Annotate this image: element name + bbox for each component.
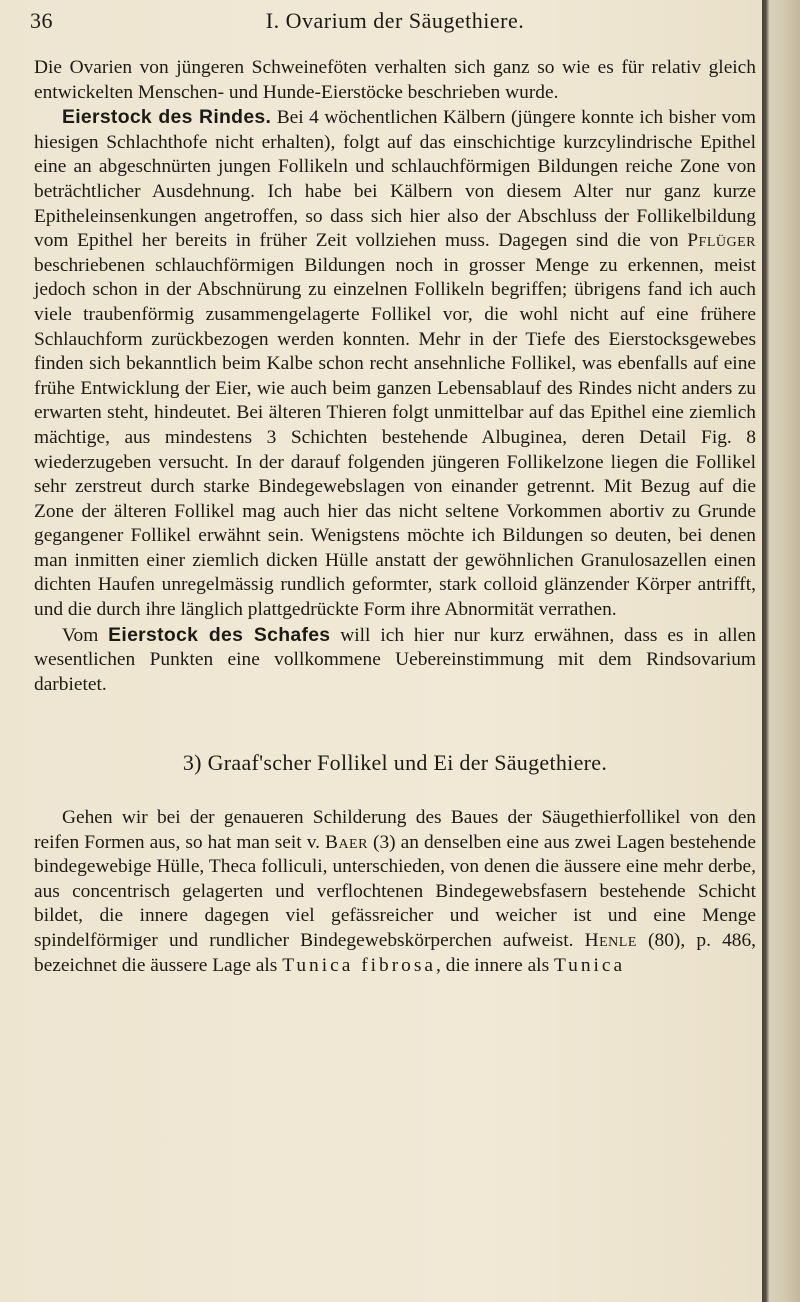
heading-eierstock-schaf: Eierstock des Schafes (108, 623, 331, 646)
paragraph-text: Vom (62, 624, 109, 646)
section-title: 3) Graaf'scher Follikel und Ei der Säugethiere. (182, 750, 608, 776)
paragraph-text: Bei 4 wöchentlichen Kälbern (jüngere konnte ich bisher vom hiesigen Schlachthofe nicht erhalten), folgt auf das einschichtige kurzcylindrische Epithel eine an abgeschnürten jungen Follikeln und schlauchförmigen Bildungen reiche Zone von beträchtlicher Ausdehnung. Ich habe bei Kälbern von diesem Alter nur ganz kurze Epitheleinsenkungen angetroffen, so dass sich hier also der Abschluss der Follikelbildung vom Epithel her bereits in früher Zeit vollziehen muss. Dagegen sind die von (34, 107, 756, 252)
paragraph-text: , die innere als (436, 954, 554, 976)
paragraph-text: Gehen wir bei der genaueren Schilderung des Baues der Säugethierfollikel von den reifen Formen aus, so hat man seit v. (34, 807, 756, 853)
author-name: Henle (584, 930, 637, 951)
paragraph-schaf (34, 623, 756, 698)
heading-eierstock-rind: Eierstock des Rindes. (62, 106, 272, 129)
paragraph-text: Die Ovarien von jüngeren Schweineföten verhalten sich ganz so wie es für relativ gleich entwickelten Menschen- und Hunde-Eierstöcke beschrieben wurde. (34, 57, 756, 103)
page-gutter-shadow (762, 0, 800, 1302)
page-header (30, 8, 760, 36)
paragraph-graaf-follikel (34, 806, 756, 978)
author-name: Pflüger (687, 230, 756, 252)
author-name: Baer (325, 831, 368, 853)
running-head: I. Ovarium der Säugethiere. (265, 8, 525, 33)
paragraph-text: (80), p. 486, bezeichnet die äussere Lage als (34, 930, 756, 976)
paragraph-text: will ich hier nur kurz erwähnen, dass es in allen wesentlichen Punkten eine vollkommene Uebereinstimmung mit dem Rindsovarium darbietet. (34, 624, 757, 695)
paragraph-text: beschriebenen schlauchförmigen Bildungen noch in grosser Menge zu erkennen, meist jedoch schon in der Abschnürung zu einzelnen Follikeln begriffen; übrigens fand ich auch viele traubenförmig zusammengelagerte Follikel vor, die wohl nicht auf eine frühere Schlauchform zurückbezogen werden konnten. Mehr in der Tiefe des Eierstocksgewebes finden sich bekanntlich beim Kalbe schon recht ansehnliche Follikel, was ebenfalls auf eine frühe Entwicklung der Eier, wie auch beim ganzen Lebensablauf des Rindes nicht anders zu erwarten steht, hindeutet. Bei älteren Thieren folgt unmittelbar auf das Epithel eine ziemlich mächtige, aus mindestens 3 Schichten bestehende Albuginea, deren Detail Fig. 8 wiederzugeben versucht. In der darauf folgenden jüngeren Follikelzone liegen die Follikel sehr zerstreut durch starke Bindegewebslagen von einander getrennt. Mit Bezug auf die Zone der älteren Follikel mag auch hier das nicht seltene Vorkommen abortiv zu Grunde gegangener Follikel erwähnt sein. Wenigstens möchte ich Bildungen so deuten, bei denen man inmitten einer ziemlich dicken Hülle anstatt der gewöhnlichen Granulosazellen einen dichten Haufen unregelmässig rundlich geformter, stark colloid glänzender Körper antrifft, und die durch ihre länglich plattgedrückte Form ihre Abnormität verrathen. (34, 254, 756, 621)
term-tunica: Tunica (553, 954, 626, 976)
body-text (34, 56, 756, 978)
page-number: 36 (30, 8, 53, 33)
paragraph-rind (34, 105, 756, 622)
term-tunica-fibrosa: Tunica fibrosa (282, 954, 437, 976)
paragraph-text: (3) an denselben eine aus zwei Lagen bestehende bindegewebige Hülle, Theca folliculi, unterschieden, von denen die äussere eine mehr derbe, aus concentrisch gelagerten und verflochtenen Bindegewebsfasern bestehende Schicht bildet, die innere dagegen viel gefässreicher und weicher ist und eine Menge spindelförmiger und rundlicher Bindegewebskörperchen aufweist. (34, 831, 756, 951)
paragraph-schwein (34, 56, 756, 105)
